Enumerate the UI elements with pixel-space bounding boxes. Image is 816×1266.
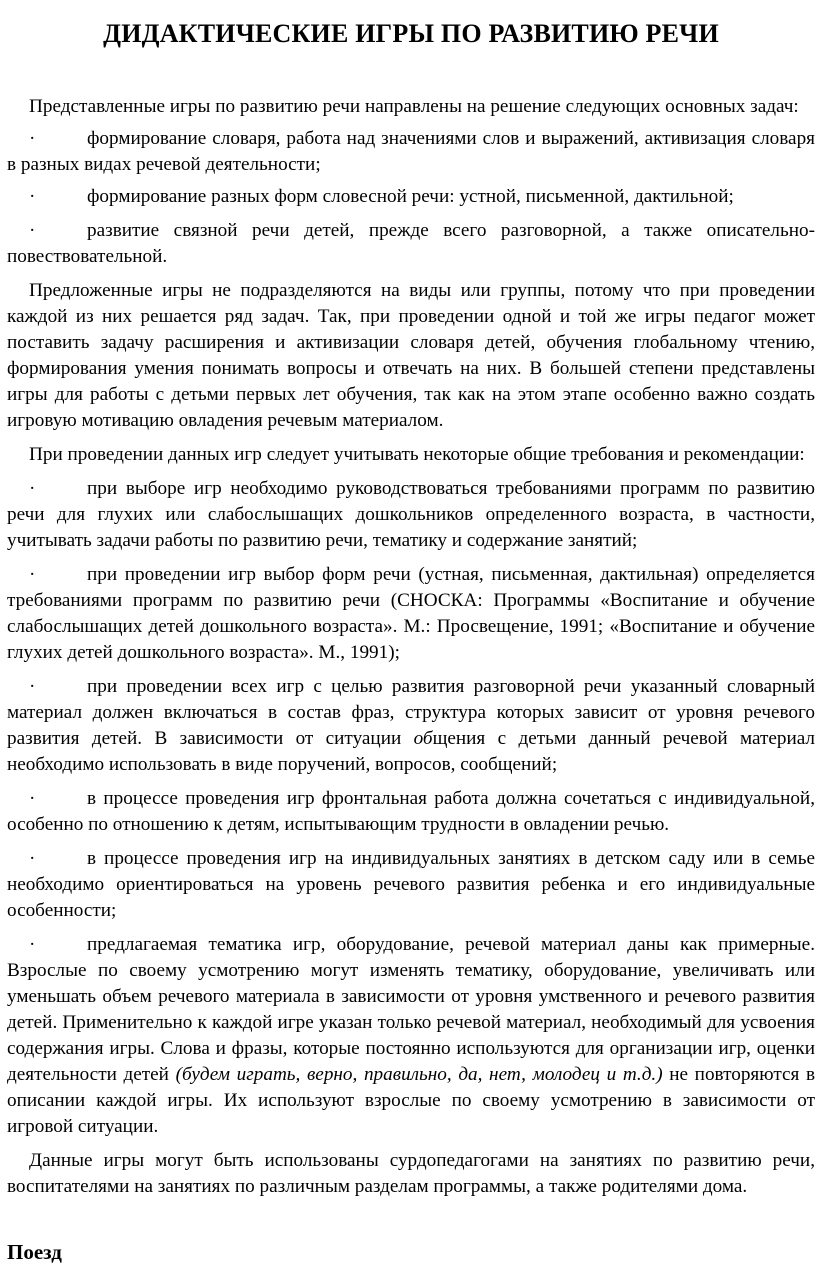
task-text-3: развитие связной речи детей, прежде всего разговорной, а также описательно-повествовательной.: [7, 220, 815, 267]
bullet-marker: ·: [29, 128, 36, 149]
paragraph-games-overview: Предложенные игры не подразделяются на виды или группы, потому что при проведении каждой из них решается ряд задач. Так, при проведении одной и той же игры педагог может поставить задачу расширения и активизации словаря детей, обучения глобальному чтению, формирования умения понимать вопросы и отвечать на них. В большей степени представлены игры для работы с детьми первых лет обучения, так как на этом этапе особенно важно создать игровую мотивацию овладения речевым материалом.: [7, 280, 815, 431]
recommendation-item-2: [7, 562, 815, 666]
section-heading: Поезд: [7, 1240, 62, 1264]
recommendation-item-3: [7, 674, 815, 778]
intro-paragraph: Представленные игры по развитию речи направлены на решение следующих основных задач:: [29, 96, 799, 117]
bullet-marker: ·: [29, 676, 36, 697]
task-item-3: [7, 218, 815, 270]
bullet-marker: ·: [29, 934, 36, 955]
recommendation-text-5: в процессе проведения игр на индивидуальных занятиях в детском саду или в семье необходимо ориентироваться на уровень речевого развития ребенка и его индивидуальные особенности;: [7, 848, 815, 921]
task-item-1: [7, 126, 815, 178]
bullet-marker: ·: [29, 848, 36, 869]
recommendation-item-4: [7, 786, 815, 838]
recommendation-item-1: [7, 476, 815, 554]
paragraph-usage: Данные игры могут быть использованы сурдопедагогами на занятиях по развитию речи, воспитателями на занятиях по различным разделам программы, а также родителями дома.: [7, 1150, 815, 1197]
recommendation-text-3a: при проведении всех игр с целью развития разговорной речи указанный словарный материал должен включаться в состав фраз, структура которых зависит от уровня речевого развития детей. В зависимости от ситуации: [7, 676, 815, 749]
recommendation-text-2: при проведении игр выбор форм речи (устная, письменная, дактильная) определяется требованиями программ по развитию речи (СНОСКА: Программы «Воспитание и обучение слабослышащих детей дошкольного возраста». М.: Просвещение, 1991; «Воспитание и обучение глухих детей дошкольного возраста». М., 1991);: [7, 564, 815, 663]
recommendation-item-6: [7, 932, 815, 1140]
recommendation-text-6c: не повторяются в описании каждой игры. Их используют взрослые по своему усмотрению в зависимости от игровой ситуации.: [7, 1064, 815, 1137]
spacer: [7, 54, 815, 94]
paragraph-requirements-intro: При проведении данных игр следует учитывать некоторые общие требования и рекомендации:: [29, 444, 805, 465]
bullet-marker: ·: [29, 186, 36, 207]
recommendation-text-1: при выборе игр необходимо руководствоваться требованиями программ по развитию речи для глухих или слабослышащих дошкольников определенного возраста, в частности, учитывать задачи работы по развитию речи, тематику и содержание занятий;: [7, 478, 815, 551]
recommendation-text-3c: щения с детьми данный речевой материал необходимо использовать в виде поручений, вопросов, сообщений;: [7, 728, 815, 775]
bullet-marker: ·: [29, 478, 36, 499]
document-title: ДИДАКТИЧЕСКИЕ ИГРЫ ПО РАЗВИТИЮ РЕЧИ: [103, 19, 719, 48]
task-text-1: формирование словаря, работа над значениями слов и выражений, активизация словаря в разных видах речевой деятельности;: [7, 128, 815, 175]
document-page: [7, 14, 815, 1266]
task-text-2: формирование разных форм словесной речи: устной, письменной, дактильной;: [87, 186, 734, 207]
bullet-marker: ·: [29, 220, 36, 241]
task-item-2: [7, 184, 815, 210]
bullet-marker: ·: [29, 788, 36, 809]
recommendation-item-5: [7, 846, 815, 924]
bullet-marker: ·: [29, 564, 36, 585]
recommendation-text-6a: предлагаемая тематика игр, оборудование, речевой материал даны как примерные. Взрослые по своему усмотрению могут изменять тематику, оборудование, увеличивать или уменьшать объем речевого материала в зависимости от уровня умственного и речевого развития детей. Применительно к каждой игре указан только речевой материал, необходимый для усвоения содержания игры. Слова и фразы, которые постоянно используются для организации игр, оценки деятельности детей: [7, 934, 815, 1085]
recommendation-text-3b: об: [413, 728, 433, 749]
recommendation-text-6b: (будем играть, верно, правильно, да, нет, молодец и т.д.): [175, 1064, 663, 1085]
recommendation-text-4: в процессе проведения игр фронтальная работа должна сочетаться с индивидуальной, особенно по отношению к детям, испытывающим трудности в овладении речью.: [7, 788, 815, 835]
